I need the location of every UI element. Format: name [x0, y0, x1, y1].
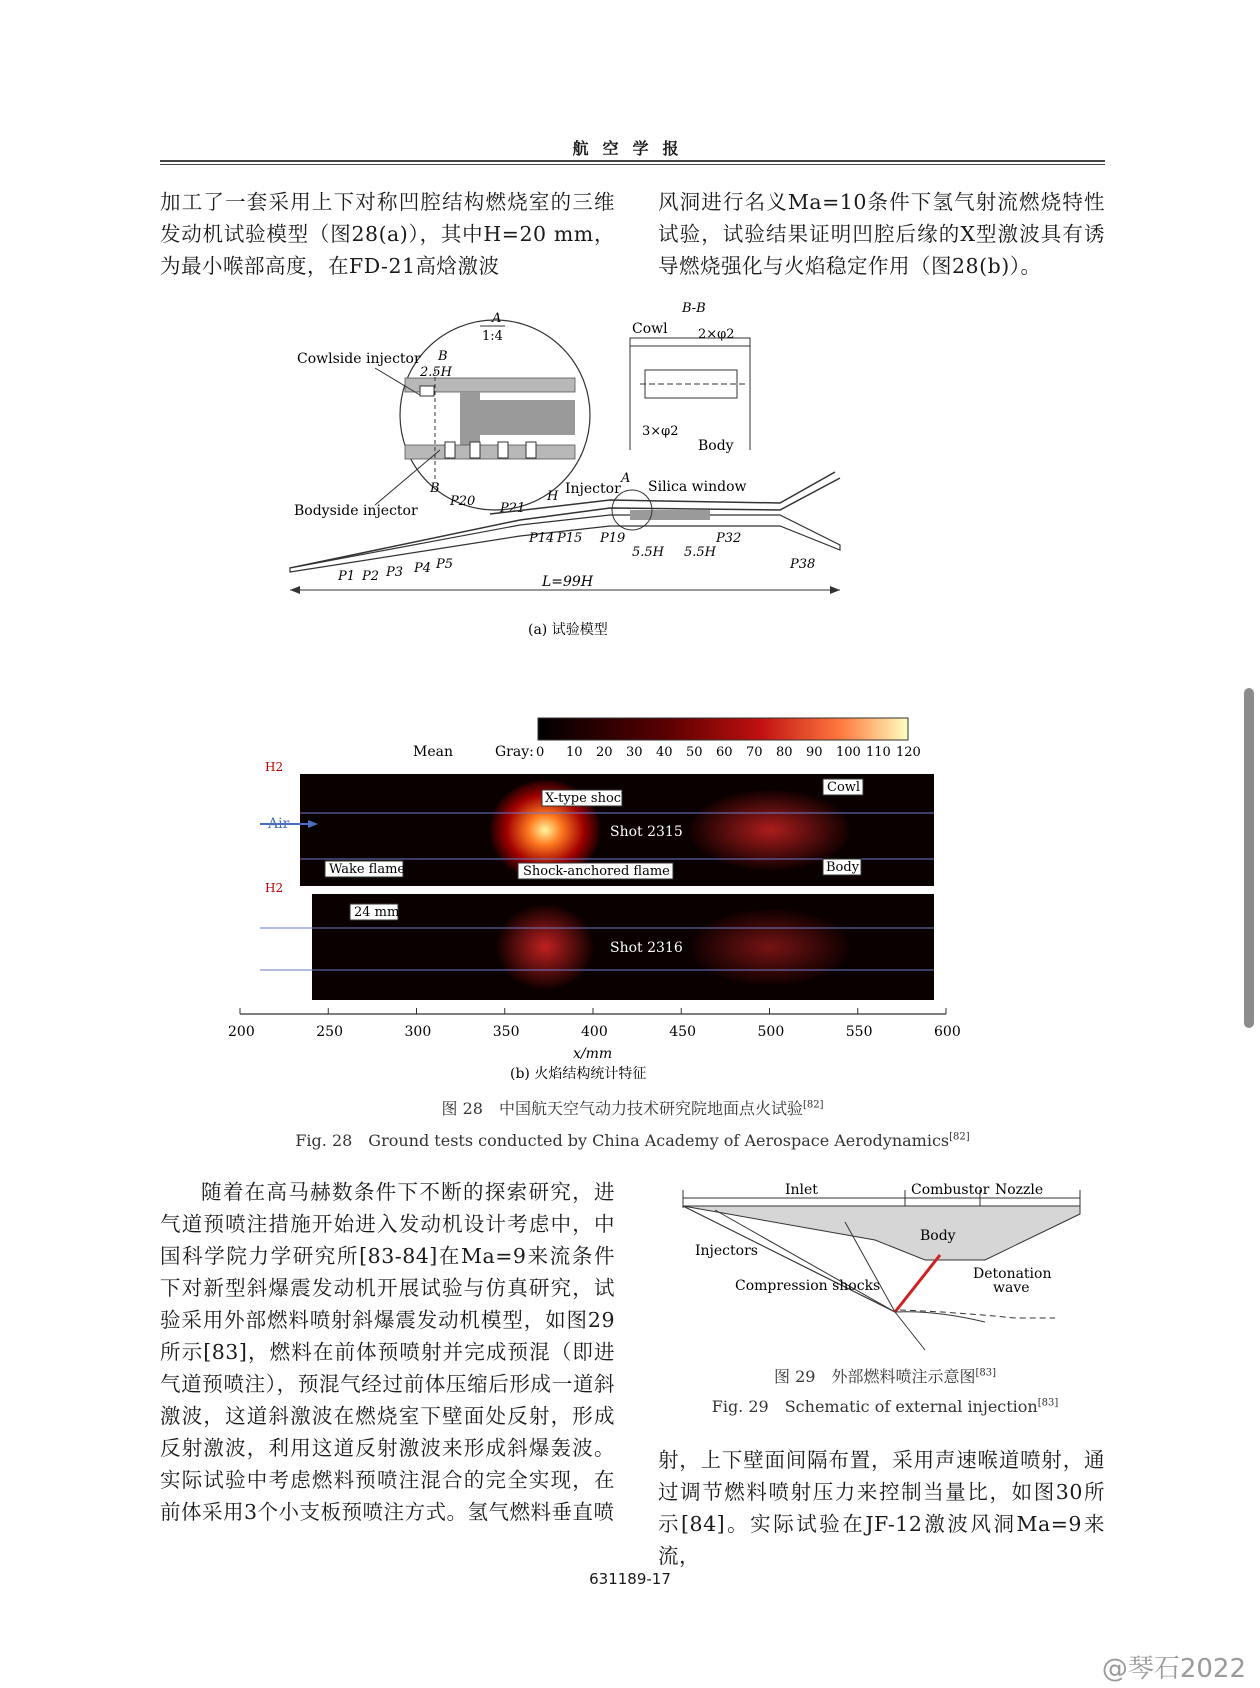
figure-28-ref: [82] — [802, 1099, 824, 1111]
colorbar-tick-label: 100 — [836, 745, 861, 760]
page-number: 631189-17 — [589, 1570, 671, 1588]
three-phi2-label: 3×φ2 — [642, 424, 679, 439]
p4-label: P4 — [414, 561, 432, 576]
dim-5-5h-2: 5.5H — [684, 545, 717, 560]
column2-top-text: 风洞进行名义Ma=10条件下氢气射流燃烧特性试验，试验结果证明凹腔后缘的X型激波具有诱导燃烧强化与火焰稳定作用（图28(b)）。 — [658, 190, 1105, 278]
length-label: L=99H — [542, 574, 594, 590]
figure-28-caption-en — [160, 1128, 1105, 1151]
gray-label: Gray: — [495, 744, 534, 760]
column1-bottom-text: 随着在高马赫数条件下不断的探索研究，进气道预喷注措施开始进入发动机设计考虑中，中国科学院力学研究所[83-84]在Ma=9来流条件下对新型斜爆震发动机开展试验与仿真研究，试验采用外部燃料喷射斜爆震发动机模型，如图29所示[83]，燃料在前体预喷射并完成预混（即进气道预喷注），预混气经过前体压缩后形成一道斜激波，这道斜激波在燃烧室下壁面处反射，形成反射激波，利用这道反射激波来形成斜爆轰波。实际试验中考虑燃料预喷注混合的完全实现，在前体采用3个小支板预喷注方式。氢气燃料垂直喷 — [160, 1180, 615, 1524]
x-tick-label: 300 — [404, 1024, 432, 1040]
colorbar-tick-label: 20 — [596, 745, 613, 760]
body-label-top: Body — [826, 860, 860, 875]
figure-29-caption-en — [675, 1394, 1095, 1417]
x-tick-label: 500 — [757, 1024, 785, 1040]
x-tick-label: 600 — [934, 1024, 961, 1040]
colorbar-tick-label: 30 — [626, 745, 643, 760]
h2-bottom-label: H2 — [265, 881, 284, 895]
injectors-label: Injectors — [695, 1243, 758, 1259]
x-tick-label: 400 — [581, 1024, 608, 1040]
inlet-label: Inlet — [785, 1182, 818, 1198]
header-rule-thin — [160, 164, 1105, 165]
bodyside-injector-label: Bodyside injector — [294, 503, 418, 519]
figure-29-ref-en: [83] — [1037, 1397, 1059, 1409]
p5-label: P5 — [436, 557, 454, 572]
scale-label: 1:4 — [482, 329, 503, 344]
x-tick-label: 250 — [316, 1024, 343, 1040]
colorbar-tick-label: 40 — [656, 745, 673, 760]
p3-label: P3 — [386, 565, 404, 580]
dim-5-5h-1: 5.5H — [632, 545, 665, 560]
colorbar — [538, 718, 908, 740]
figure-29-ref: [83] — [975, 1367, 996, 1379]
p1-label: P1 — [338, 569, 356, 584]
scrollbar[interactable] — [1244, 688, 1254, 1028]
colorbar-tick-label: 0 — [536, 745, 545, 760]
air-label: Air — [268, 816, 290, 832]
figure-28a-test-model — [280, 300, 930, 700]
figure-28b-flame-statistics — [228, 718, 1030, 1088]
p15-label: P15 — [557, 531, 583, 546]
colorbar-tick-label: 10 — [566, 745, 583, 760]
section-a-label: A — [492, 311, 502, 326]
p19-label: P19 — [600, 531, 626, 546]
p20-label: P20 — [450, 494, 476, 509]
column1-top-text: 加工了一套采用上下对称凹腔结构燃烧室的三维发动机试验模型（图28(a)），其中H=20 mm，为最小喉部高度，在FD-21高焓激波 — [160, 190, 615, 278]
header-rule — [160, 160, 1105, 162]
b-label-bottom: B — [430, 481, 440, 496]
colorbar-ticks — [536, 745, 921, 760]
x-tick-label: 450 — [669, 1024, 696, 1040]
figure-29-caption-cn — [675, 1364, 1095, 1387]
cowl-label-top: Cowl — [827, 780, 861, 795]
colorbar-tick-label: 70 — [746, 745, 763, 760]
x-type-shock-label: X-type shock — [545, 791, 629, 806]
figure-29-schematic — [675, 1180, 1095, 1350]
colorbar-tick-label: 50 — [686, 745, 703, 760]
b-label-top: B — [438, 349, 448, 364]
p38-label: P38 — [790, 557, 816, 572]
two-phi2-label: 2×φ2 — [698, 327, 735, 342]
a-mark-label: A — [621, 471, 631, 486]
mean-label: Mean — [413, 744, 453, 760]
shot-2316-label: Shot 2316 — [610, 940, 683, 956]
h-label: H — [547, 489, 559, 504]
figure-28-ref-en: [82] — [949, 1131, 970, 1143]
injector-label: Injector — [565, 481, 621, 497]
figure-29-caption-cn-text: 图 29 外部燃料喷注示意图 — [774, 1367, 976, 1386]
figure-28b-caption: (b) 火焰结构统计特征 — [510, 1066, 647, 1082]
shock-anchored-flame-label: Shock-anchored flame — [523, 864, 670, 879]
p2-label: P2 — [362, 569, 380, 584]
figure-29-caption-en-text: Fig. 29 Schematic of external injection — [711, 1397, 1038, 1416]
colorbar-tick-label: 60 — [716, 745, 733, 760]
body-label-fig29: Body — [920, 1228, 956, 1244]
colorbar-tick-label: 120 — [896, 745, 921, 760]
nozzle-label: Nozzle — [995, 1182, 1044, 1198]
figure-28-caption-en-text: Fig. 28 Ground tests conducted by China Academy of Aerospace Aerodynamics — [295, 1131, 950, 1150]
p14-label: P14 — [529, 531, 555, 546]
dim-24mm-label: 24 mm — [354, 905, 400, 920]
figure-28a-caption: (a) 试验模型 — [528, 622, 608, 638]
figure-28-caption-cn-text: 图 28 中国航天空气动力技术研究院地面点火试验 — [441, 1099, 803, 1118]
colorbar-tick-label: 110 — [866, 745, 891, 760]
cowl-label: Cowl — [632, 321, 668, 337]
wake-flame-label: Wake flame — [329, 862, 406, 877]
figure-28-caption-cn — [160, 1096, 1105, 1119]
shot-2315-label: Shot 2315 — [610, 824, 683, 840]
bb-title: B-B — [682, 301, 706, 316]
journal-header: 航空学报 — [572, 139, 693, 158]
cowlside-injector-label: Cowlside injector — [297, 351, 421, 367]
x-axis-ticks — [228, 1008, 961, 1040]
wave-label: wave — [993, 1280, 1030, 1296]
x-axis-label: x/mm — [573, 1046, 613, 1062]
x-tick-label: 350 — [492, 1024, 520, 1040]
detonation-label: Detonation — [973, 1266, 1052, 1282]
x-tick-label: 200 — [228, 1024, 255, 1040]
colorbar-tick-label: 80 — [776, 745, 793, 760]
x-tick-label: 550 — [845, 1024, 873, 1040]
p32-label: P32 — [716, 531, 742, 546]
h2-top-label: H2 — [265, 760, 284, 774]
column2-bottom-text: 射，上下壁面间隔布置，采用声速喉道喷射，通过调节燃料喷射压力来控制当量比，如图30所示[84]。实际试验在JF-12激波风洞Ma=9来流， — [658, 1448, 1105, 1568]
combustor-label: Combustor — [911, 1182, 990, 1198]
weibo-watermark: @琴石2022 — [1101, 1654, 1246, 1684]
colorbar-tick-label: 90 — [806, 745, 823, 760]
silica-window-label: Silica window — [648, 479, 747, 495]
dim-2-5h: 2.5H — [420, 365, 453, 380]
body-label-bb: Body — [698, 438, 734, 454]
p21-label: P21 — [500, 501, 526, 516]
compression-shocks-label: Compression shocks — [735, 1278, 881, 1294]
